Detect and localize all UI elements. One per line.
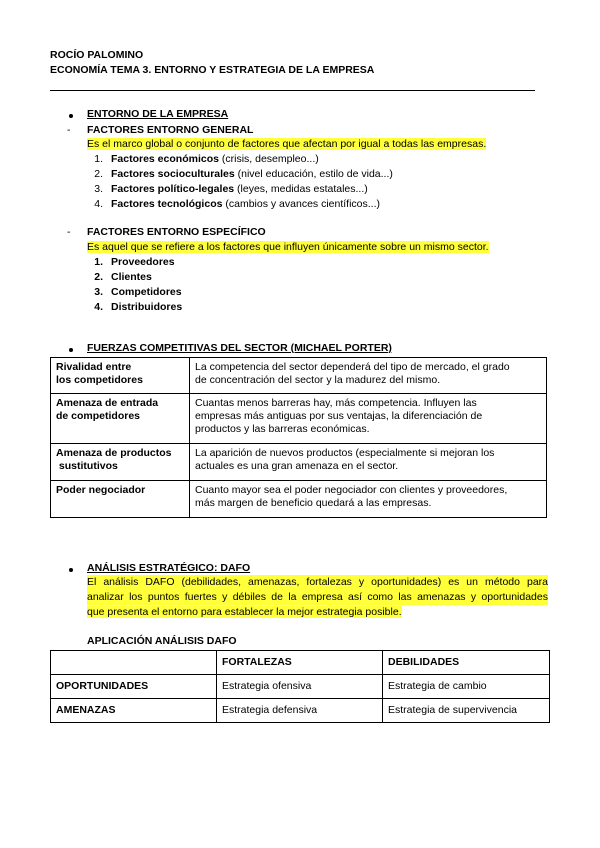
especifico-factors-list (85, 255, 182, 315)
list-item: 4. Distribuidores (94, 301, 183, 313)
dafo-application-title: APLICACIÓN ANÁLISIS DAFO (87, 635, 237, 647)
general-definition: Es el marco global o conjunto de factores que afectan por igual a todas las empresas. (87, 138, 487, 150)
table-row (51, 675, 550, 699)
description-cell: Cuantas menos barreras hay, más competencia. Influyen las empresas más antiguas por sus ventajas, la diferenciación de productos y las barreras económicas. (190, 394, 547, 444)
dafo-title: ANÁLISIS ESTRATÉGICO: DAFO (87, 562, 251, 574)
force-cell: Rivalidad entre los competidores (51, 358, 190, 394)
list-item: 3. Competidores (94, 286, 182, 298)
row-header: OPORTUNIDADES (51, 675, 217, 699)
description-cell: La aparición de nuevos productos (especialmente si mejoran los actuales es una gran amenaza en el sector. (190, 444, 547, 481)
row-header: AMENAZAS (51, 699, 217, 723)
header-rule (50, 90, 535, 91)
author-name: ROCÍO PALOMINO (50, 49, 144, 61)
dash-icon: - (67, 124, 71, 136)
general-heading: FACTORES ENTORNO GENERAL (87, 124, 254, 136)
table-cell: Estrategia de cambio (383, 675, 550, 699)
bullet-icon (69, 348, 73, 352)
dash-icon: - (67, 226, 71, 238)
table-row (51, 394, 547, 444)
empty-cell (51, 651, 217, 675)
porter-title: FUERZAS COMPETITIVAS DEL SECTOR (MICHAEL PORTER) (87, 342, 392, 354)
dafo-table (50, 650, 550, 723)
table-row (51, 651, 550, 675)
especifico-definition: Es aquel que se refiere a los factores que influyen únicamente sobre un mismo sector. (87, 241, 489, 253)
list-item: 2. Factores socioculturales (nivel educación, estilo de vida...) (94, 168, 393, 180)
dafo-description: El análisis DAFO (debilidades, amenazas, fortalezas y oportunidades) es un método para analizar los puntos fuertes y débiles de la empresa así como las amenazas y oportunidades que presenta el entorno para establecer la mejor estrategia posible. (87, 576, 548, 618)
porter-table (50, 357, 547, 518)
table-cell: Estrategia de supervivencia (383, 699, 550, 723)
list-item: 3. Factores político-legales (leyes, medidas estatales...) (94, 183, 368, 195)
list-item: 1. Factores económicos (crisis, desempleo...) (94, 153, 319, 165)
force-cell: Poder negociador (51, 481, 190, 518)
column-header: DEBILIDADES (383, 651, 550, 675)
table-cell: Estrategia defensiva (217, 699, 383, 723)
table-row (51, 699, 550, 723)
list-item: 4. Factores tecnológicos (cambios y avances científicos...) (94, 198, 381, 210)
table-cell: Estrategia ofensiva (217, 675, 383, 699)
list-item: 1. Proveedores (94, 256, 175, 268)
entorno-title: ENTORNO DE LA EMPRESA (87, 108, 229, 120)
document-subject: ECONOMÍA TEMA 3. ENTORNO Y ESTRATEGIA DE LA EMPRESA (50, 64, 375, 76)
column-header: FORTALEZAS (217, 651, 383, 675)
table-row (51, 358, 547, 394)
table-row (51, 481, 547, 518)
description-cell: Cuanto mayor sea el poder negociador con clientes y proveedores, más margen de beneficio quedará a las empresas. (190, 481, 547, 518)
table-row (51, 444, 547, 481)
bullet-icon (69, 568, 73, 572)
description-cell: La competencia del sector dependerá del tipo de mercado, el grado de concentración del sector y la madurez del mismo. (190, 358, 547, 394)
especifico-heading: FACTORES ENTORNO ESPECÍFICO (87, 226, 266, 238)
force-cell: Amenaza de entrada de competidores (51, 394, 190, 444)
force-cell: Amenaza de productos sustitutivos (51, 444, 190, 481)
bullet-icon (69, 114, 73, 118)
general-factors-list (85, 152, 393, 212)
list-item: 2. Clientes (94, 271, 152, 283)
